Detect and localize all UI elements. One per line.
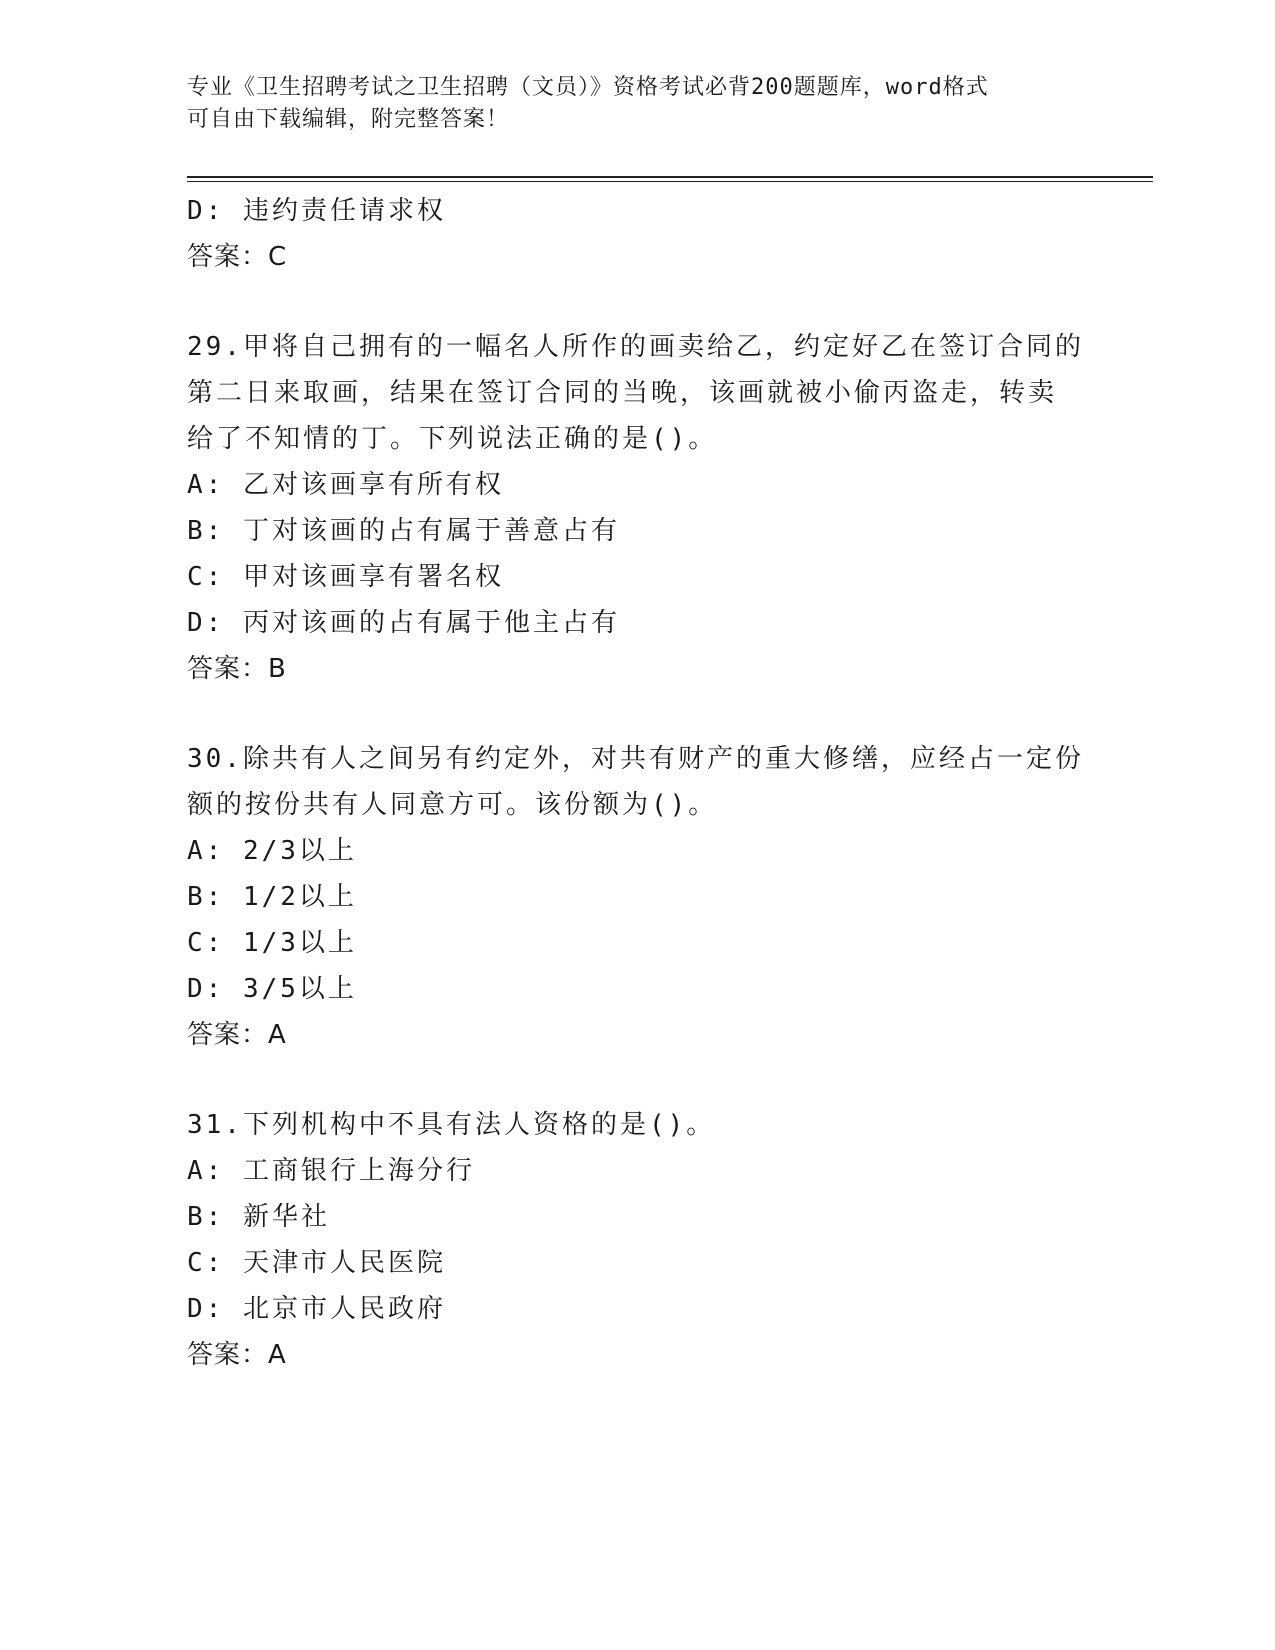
question-31 — [187, 1102, 1087, 1378]
answer-line: 答案：C — [187, 242, 288, 272]
header-line-2: 可自由下载编辑，附完整答案！ — [187, 107, 510, 132]
document-body — [187, 188, 1087, 1378]
document-header — [187, 72, 1087, 136]
header-divider-thin — [187, 181, 1153, 182]
header-line-1: 专业《卫生招聘考试之卫生招聘（文员）》资格考试必背200题题库，word格式 — [187, 75, 989, 100]
option-b: B: 丁对该画的占有属于善意占有 — [187, 516, 620, 546]
answer-line: 答案：B — [187, 654, 287, 684]
option-d: D: 3/5以上 — [187, 974, 357, 1004]
question-text: 给了不知情的丁。下列说法正确的是()。 — [187, 424, 718, 454]
option-a: A: 工商银行上海分行 — [187, 1156, 475, 1186]
option-d: D: 丙对该画的占有属于他主占有 — [187, 608, 620, 638]
answer-line: 答案：A — [187, 1020, 287, 1050]
previous-question-tail — [187, 188, 1087, 280]
header-divider — [187, 176, 1153, 178]
question-30 — [187, 736, 1087, 1058]
option-b: B: 1/2以上 — [187, 882, 357, 912]
option-c: C: 1/3以上 — [187, 928, 357, 958]
option-a: A: 乙对该画享有所有权 — [187, 470, 504, 500]
option-c: C: 甲对该画享有署名权 — [187, 562, 504, 592]
question-29 — [187, 324, 1087, 692]
answer-line: 答案：A — [187, 1340, 287, 1370]
option-c: C: 天津市人民医院 — [187, 1248, 446, 1278]
question-text: 29.甲将自己拥有的一幅名人所作的画卖给乙，约定好乙在签订合同的 — [187, 332, 1084, 362]
question-text: 31.下列机构中不具有法人资格的是()。 — [187, 1110, 716, 1140]
option-d: D: 北京市人民政府 — [187, 1294, 446, 1324]
option-a: A: 2/3以上 — [187, 836, 357, 866]
question-text: 额的按份共有人同意方可。该份额为()。 — [187, 790, 718, 820]
question-text: 30.除共有人之间另有约定外，对共有财产的重大修缮，应经占一定份 — [187, 744, 1084, 774]
question-text: 第二日来取画，结果在签订合同的当晚，该画就被小偷丙盗走，转卖 — [187, 378, 1058, 408]
option-b: B: 新华社 — [187, 1202, 330, 1232]
option-d: D: 违约责任请求权 — [187, 196, 446, 226]
